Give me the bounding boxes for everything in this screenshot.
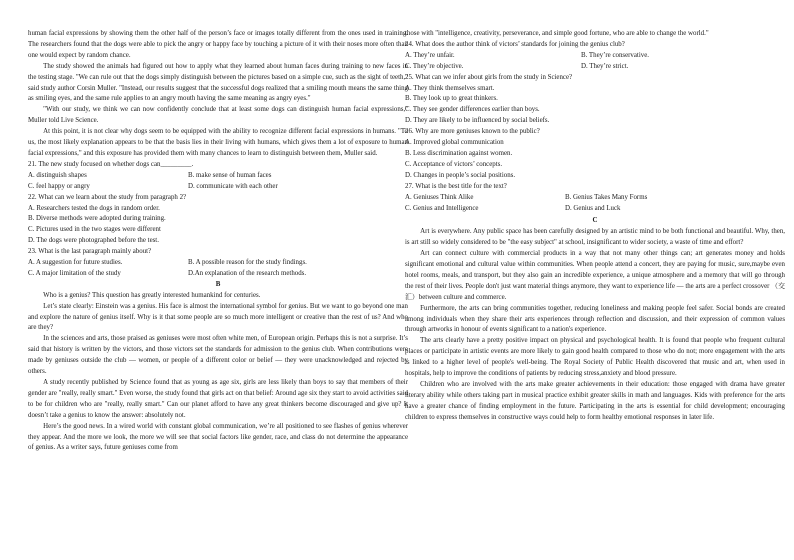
section-c-heading: C: [592, 217, 598, 225]
question-24: 24. What does the author think of victors’ standards for joining the genius club?: [405, 40, 625, 48]
q27-option-a: A. Geniuses Think Alike: [405, 193, 474, 201]
q21-option-d: D. communicate with each other: [188, 182, 278, 190]
q24-option-c: C. They’re objective.: [405, 62, 464, 70]
q25-option-a: A. They think themselves smart.: [405, 84, 495, 92]
section-b-heading: B: [215, 280, 221, 288]
q23-option-d: D.An explanation of the research methods.: [188, 269, 307, 277]
q23-options-row-1: [28, 258, 408, 269]
q26-option-b: B. Less discrimination against women.: [405, 149, 513, 157]
right-column: [405, 29, 785, 424]
q23-option-a: A. A suggestion for future studies.: [28, 259, 123, 267]
q21-option-b: B. make sense of human faces: [188, 171, 272, 179]
q24-option-b: B. They’re conservative.: [581, 51, 649, 59]
passage-c-paragraph-3: Furthermore, the arts can bring communities together, reducing loneliness and making people feel safer. Social bonds are created among individuals when they share their arts experiences through reflection and discussion, and their expression of common values through artworks in honour of events significant to a nation's experience.: [405, 304, 785, 334]
q23-option-b: B. A possible reason for the study findings.: [188, 259, 307, 267]
q27-option-d: D. Genius and Luck: [565, 204, 621, 212]
question-22: 22. What can we learn about the study from paragraph 2?: [28, 193, 187, 201]
q27-option-c: C. Genius and Intelligence: [405, 204, 479, 212]
q21-option-a: A. distinguish shapes: [28, 171, 87, 179]
q21-option-c: C. feel happy or angry: [28, 182, 90, 190]
question-23: 23. What is the last paragraph mainly about?: [28, 248, 152, 256]
question-26: 26. Why are more geniuses known to the public?: [405, 128, 540, 136]
q25-option-b: B. They look up to great thinkers.: [405, 95, 498, 103]
q21-options-row-1: [28, 171, 408, 182]
q26-option-c: C. Acceptance of victors’ concepts.: [405, 160, 503, 168]
passage-c-paragraph-4: The arts clearly have a pretty positive impact on physical and psychological health. It is found that people who frequent cultural places or participate in artistic events are more likely to gain good health compared to those who do not; more engagement with the arts is linked to a higher level of people's well-being. The Royal Society of Public Health discovered that music and art, when used in hospitals, help to improve the conditions of patients by reducing stress,anxiety and blood pressure.: [405, 337, 785, 378]
passage-b-paragraph-5-continued: those with "intelligence, creativity, perseverance, and simple good fortune, who are able to change the world.": [405, 30, 709, 37]
passage-b-paragraph-4: A study recently published by Science found that as young as age six, girls are less likely than boys to say that members of their gender are "really, really smart." Even worse, the study found that girls act on that belief: Around age six they start to avoid activities said to be for children who are "really, really smart." Can our planet afford to have any great thinkers become discouraged and give up? It doesn’t take a genius to know the answer: absolutely not.: [28, 379, 408, 419]
passage-a-paragraph-2: The study showed the animals had figured out how to apply what they learned about human faces during training to new faces in the testing stage. "We can rule out that the dogs simply distinguish between the pictures based on a simple cue, such as the sight of teeth," said study author Corsin Muller. "Instead, our results suggest that the successful dogs realized that a smiling mouth means the same thing as smiling eyes, and the same rule applies to an angry mouth having the same meaning as angry eyes.": [28, 62, 408, 103]
q24-options-row-2: [405, 62, 785, 73]
q25-option-c: C. They see gender differences earlier than boys.: [405, 106, 540, 114]
question-27: 27. What is the best title for the text?: [405, 182, 507, 190]
q23-option-c: C. A major limitation of the study: [28, 269, 121, 277]
q24-option-d: D. They’re strict.: [581, 62, 629, 70]
q24-options-row-1: [405, 51, 785, 62]
q27-options-row-2: [405, 204, 785, 215]
q21-options-row-2: [28, 182, 408, 193]
passage-b-paragraph-5: Here’s the good news. In a wired world with constant global communication, we’re all positioned to see flashes of genius wherever they appear. And the more we look, the more we will see that social factors like gender, race, and class do not determine the appearance of genius. As a writer says, future geniuses come from: [28, 422, 408, 452]
q25-option-d: D. They are likely to be influenced by social beliefs.: [405, 117, 550, 125]
q23-options-row-2: [28, 269, 408, 280]
passage-a-paragraph-4: At this point, it is not clear why dogs seem to be equipped with the ability to recognize different facial expressions in humans. "To us, the most likely explanation appears to be that the basis lies in their living with humans, which gives them a lot of exposure to human facial expressions," and this exposure has provided them with many chances to learn to distinguish between them, Muller said.: [28, 128, 408, 157]
passage-c-paragraph-2: Art can connect culture with commercial products in a way that not many other things can; art generates money and holds significant emotional and cultural value within communities. When people attend a concert, they are paying for music, sure,maybe even hotel rooms, meals, and transport, but they also gain an incredible experience, a unique atmosphere and a memory that will go through the rest of their lives. People don't just want material things anymore, they want to experience life — the arts are a perfect crossover （交汇）between culture and commerce.: [405, 250, 785, 301]
question-21: 21. The new study focused on whether dogs can_________.: [28, 160, 194, 168]
left-column: [28, 29, 408, 454]
q22-option-c: C. Pictures used in the two stages were different: [28, 226, 161, 234]
q27-options-row-1: [405, 193, 785, 204]
passage-c-paragraph-5: Children who are involved with the arts make greater achievements in their education: those engaged with drama have greater literary ability while others taking part in musical practice exhibit greater skills in math and languages. Kids with preference for the arts have a greater chance of finding employment in the future. Participating in the arts is essential for child development; encouraging children to express themselves in constructive ways could help to form healthy emotional responses in later life.: [405, 381, 785, 421]
question-25: 25. What can we infer about girls from the study in Science?: [405, 73, 573, 81]
passage-c-paragraph-1: Art is everywhere. Any public space has been carefully designed by an artistic mind to be both functional and beautiful. Why, then, is art still so widely considered to be "the easy subject" at school, insignificant to wider society, a waste of time and effort?: [405, 228, 785, 247]
q22-option-d: D. The dogs were photographed before the test.: [28, 237, 159, 245]
q26-option-a: A. Improved global communication: [405, 139, 504, 147]
q24-option-a: A. They’re unfair.: [405, 51, 455, 59]
q22-option-b: B. Diverse methods were adopted during training.: [28, 215, 166, 223]
passage-a-paragraph-3: "With our study, we think we can now confidently conclude that at least some dogs can distinguish human facial expressions," Muller told Live Science.: [28, 106, 408, 125]
q22-option-a: A. Researchers tested the dogs in random order.: [28, 204, 160, 212]
passage-b-paragraph-2: Let’s state clearly: Einstein was a genius. His face is almost the international symbol for genius. But we want to go beyond one man and explore the nature of genius itself. Why is it that some people are so much more intelligent or creative than the rest of us? And who are they?: [28, 302, 408, 332]
passage-a-paragraph-1: human facial expressions by showing them the other half of the person’s face or images totally different from the ones used in training. The researchers found that the dogs were able to pick the angry or happy face by touching a picture of it with their noses more often than one would expect by random chance.: [28, 30, 408, 59]
q27-option-b: B. Genius Takes Many Forms: [565, 193, 648, 201]
passage-b-paragraph-3: In the sciences and arts, those praised as geniuses were most often white men, of European origin. Perhaps this is not a surprise. It’s said that history is written by the victors, and those victors set the standards for admission to the genius club. When contributions were made by geniuses outside the club — women, or people of a different color or belief — they were unacknowledged and rejected by others.: [28, 335, 408, 376]
q26-option-d: D. Changes in people’s social positions.: [405, 171, 516, 179]
passage-b-paragraph-1: Who is a genius? This question has greatly interested humankind for centuries.: [43, 291, 261, 299]
